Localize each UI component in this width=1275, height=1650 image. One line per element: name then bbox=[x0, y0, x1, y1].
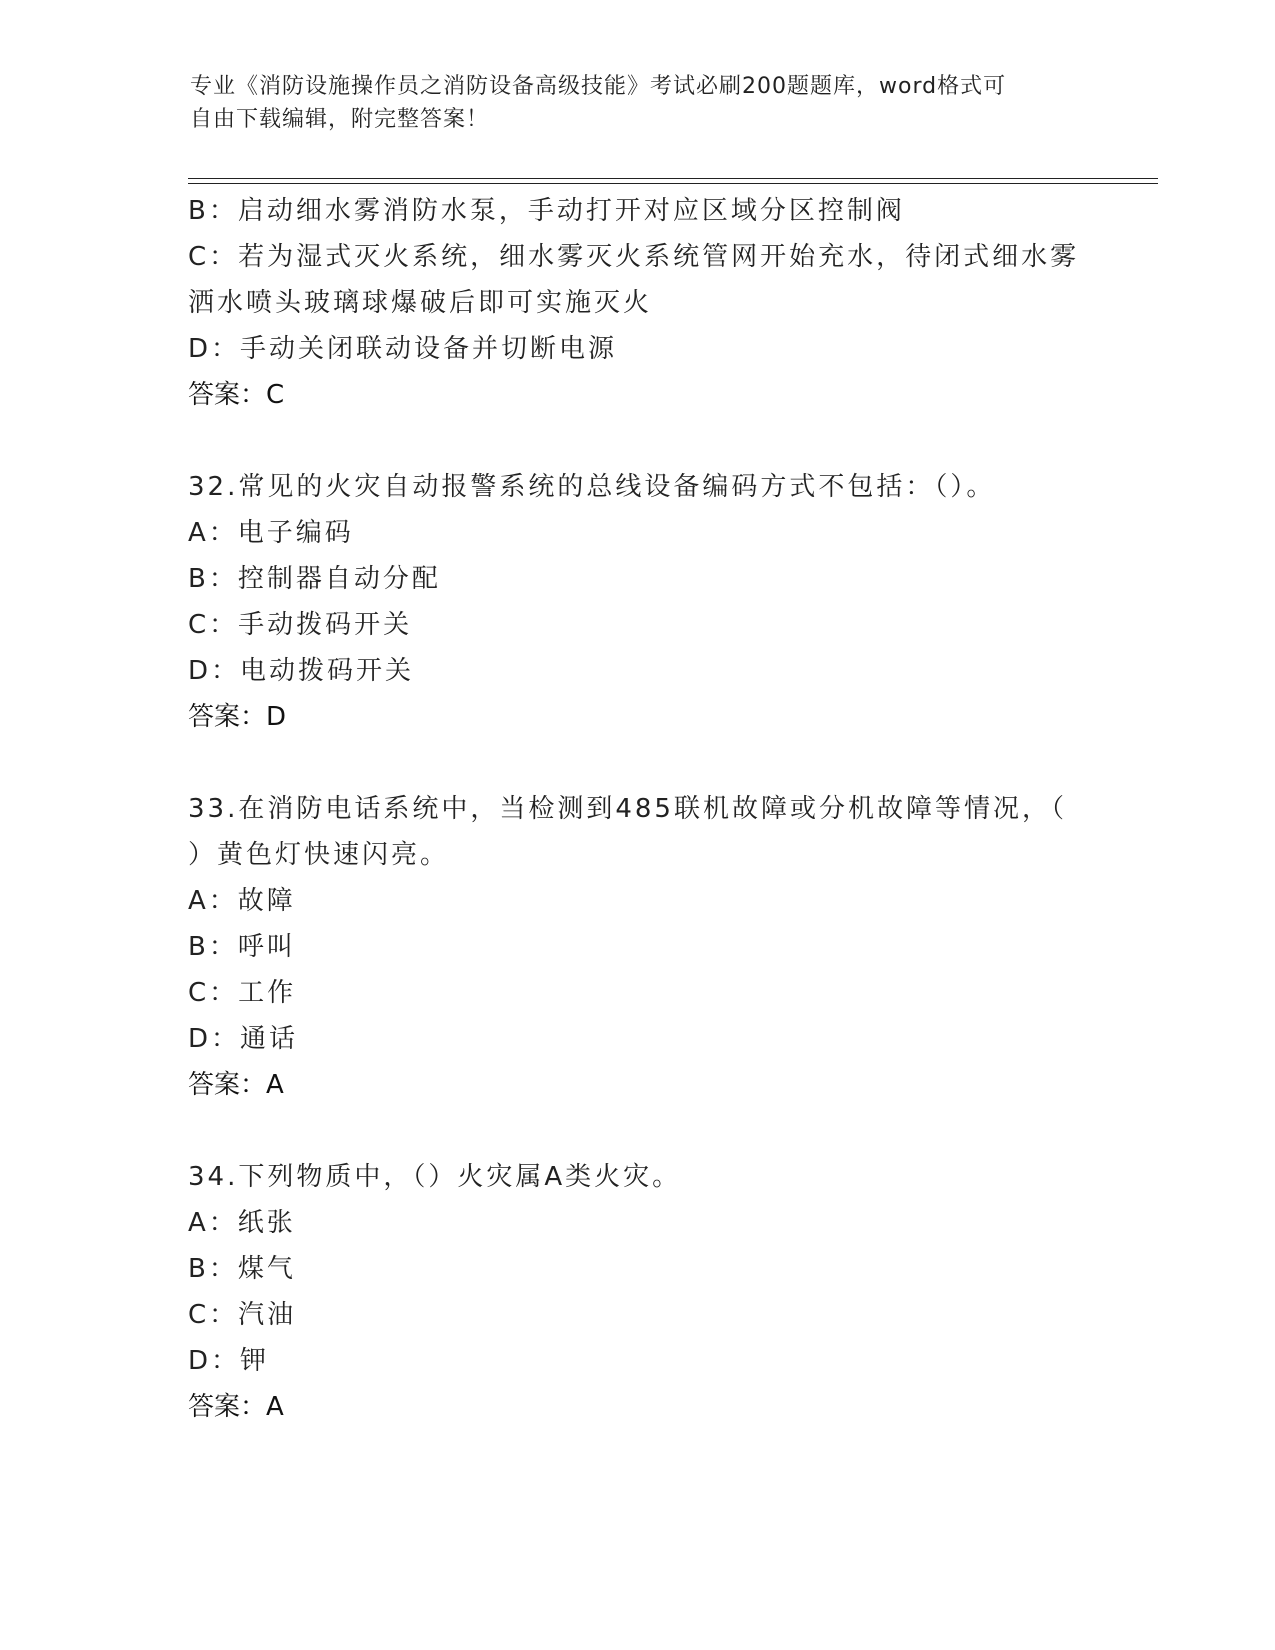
question-content bbox=[188, 188, 1088, 1430]
answer: 答案：A bbox=[188, 1070, 284, 1100]
question-32-block bbox=[188, 464, 1088, 740]
header-divider-bottom bbox=[188, 183, 1158, 184]
option-c: C：工作 bbox=[188, 978, 297, 1008]
spacer bbox=[188, 1108, 1088, 1154]
header-title-line-1: 专业《消防设施操作员之消防设备高级技能》考试必刷200题题库，word格式可 bbox=[190, 74, 1007, 99]
question-text: 33.在消防电话系统中，当检测到485联机故障或分机故障等情况，（ bbox=[188, 794, 1067, 824]
option-a: A：纸张 bbox=[188, 1208, 296, 1238]
spacer bbox=[188, 740, 1088, 786]
option-d: D：钾 bbox=[188, 1346, 270, 1376]
option-a: A：电子编码 bbox=[188, 518, 354, 548]
answer: 答案：C bbox=[188, 380, 285, 410]
document-header bbox=[190, 70, 1090, 136]
option-a: A：故障 bbox=[188, 886, 296, 916]
option-c: C：若为湿式灭火系统，细水雾灭火系统管网开始充水，待闭式细水雾 bbox=[188, 242, 1080, 272]
question-text: 34.下列物质中，（）火灾属A类火灾。 bbox=[188, 1162, 682, 1192]
question-34-block bbox=[188, 1154, 1088, 1430]
option-d: D：通话 bbox=[188, 1024, 299, 1054]
answer: 答案：A bbox=[188, 1392, 284, 1422]
header-divider-top bbox=[188, 178, 1158, 179]
answer: 答案：D bbox=[188, 702, 287, 732]
question-text-continued: ）黄色灯快速闪亮。 bbox=[188, 840, 450, 870]
option-c: C：汽油 bbox=[188, 1300, 297, 1330]
question-text: 32.常见的火灾自动报警系统的总线设备编码方式不包括：（）。 bbox=[188, 472, 996, 502]
spacer bbox=[188, 418, 1088, 464]
option-b: B：煤气 bbox=[188, 1254, 296, 1284]
option-b: B：呼叫 bbox=[188, 932, 296, 962]
option-b: B：启动细水雾消防水泵，手动打开对应区域分区控制阀 bbox=[188, 196, 905, 226]
option-d: D：电动拨码开关 bbox=[188, 656, 415, 686]
option-c-continued: 洒水喷头玻璃球爆破后即可实施灭火 bbox=[188, 288, 653, 318]
previous-question-block bbox=[188, 188, 1088, 418]
option-b: B：控制器自动分配 bbox=[188, 564, 441, 594]
question-33-block bbox=[188, 786, 1088, 1108]
option-d: D：手动关闭联动设备并切断电源 bbox=[188, 334, 618, 364]
option-c: C：手动拨码开关 bbox=[188, 610, 413, 640]
header-title-line-2: 自由下载编辑，附完整答案！ bbox=[190, 107, 490, 132]
